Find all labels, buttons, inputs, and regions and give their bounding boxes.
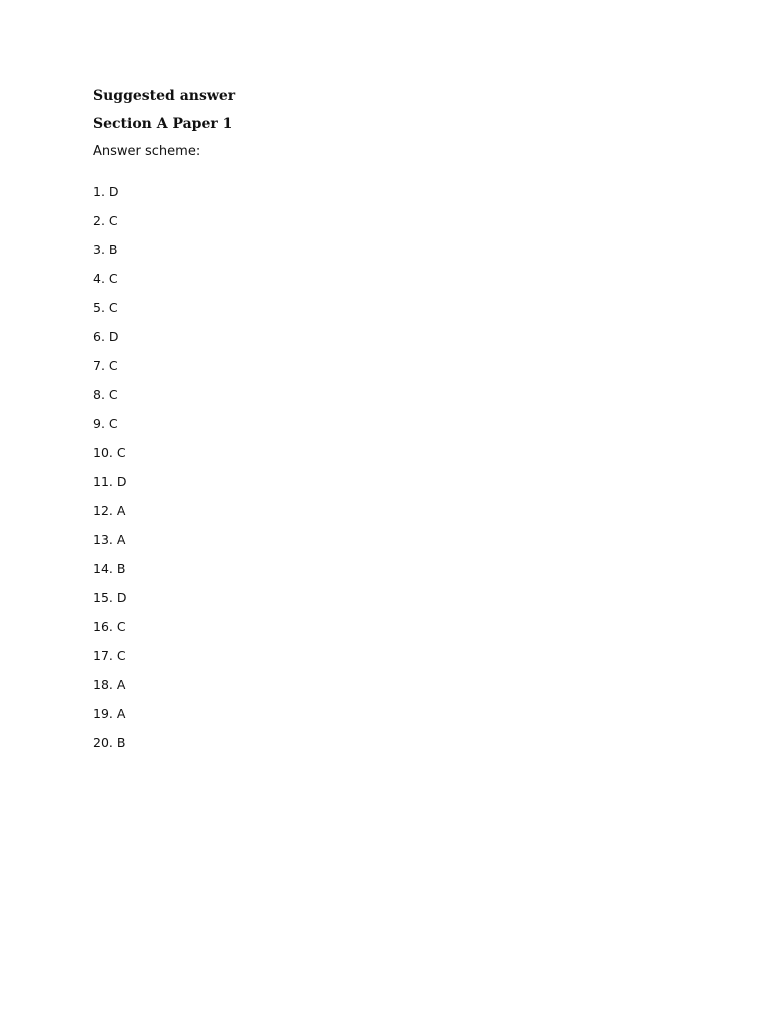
- answer-letter: C: [116, 445, 126, 460]
- question-number: 6 .: [93, 329, 109, 344]
- section-heading: Section A Paper 1: [93, 116, 233, 132]
- question-number: 15 .: [93, 590, 117, 605]
- answer-letter: C: [108, 416, 118, 431]
- answer-item: [93, 387, 235, 416]
- answer-scheme-label: Answer scheme:: [93, 144, 201, 159]
- answer-item: [93, 445, 235, 474]
- question-number: 5 .: [93, 300, 109, 315]
- answer-item: [93, 474, 235, 503]
- answer-item: [93, 532, 235, 561]
- question-number: 1 .: [93, 184, 109, 199]
- answer-letter: C: [116, 619, 126, 634]
- answer-item: [93, 184, 235, 213]
- question-number: 12 .: [93, 503, 117, 518]
- question-number: 16 .: [93, 619, 117, 634]
- question-number: 13 .: [93, 532, 117, 547]
- answer-item: [93, 213, 235, 242]
- answer-item: [93, 735, 235, 764]
- answer-letter: A: [116, 706, 126, 721]
- question-number: 10 .: [93, 445, 117, 460]
- answer-letter: D: [116, 474, 127, 489]
- answer-item: [93, 271, 235, 300]
- answer-letter: B: [116, 735, 126, 750]
- document-title: Suggested answer: [93, 88, 236, 104]
- answer-letter: C: [108, 358, 118, 373]
- answer-item: [93, 619, 235, 648]
- question-number: 17 .: [93, 648, 117, 663]
- question-number: 11 .: [93, 474, 117, 489]
- answer-item: [93, 503, 235, 532]
- answer-item: [93, 329, 235, 358]
- answer-letter: D: [116, 590, 127, 605]
- question-number: 3 .: [93, 242, 109, 257]
- question-number: 19 .: [93, 706, 117, 721]
- answer-item: [93, 677, 235, 706]
- answer-letter: B: [116, 561, 126, 576]
- answer-letter: A: [116, 532, 126, 547]
- answer-item: [93, 590, 235, 619]
- answer-item: [93, 358, 235, 387]
- answer-letter: A: [116, 677, 126, 692]
- answer-item: [93, 706, 235, 735]
- answer-letter: C: [108, 300, 118, 315]
- answer-list: [93, 184, 235, 764]
- question-number: 2 .: [93, 213, 109, 228]
- question-number: 4 .: [93, 271, 109, 286]
- answer-item: [93, 300, 235, 329]
- question-number: 9 .: [93, 416, 109, 431]
- question-number: 8 .: [93, 387, 109, 402]
- question-number: 18 .: [93, 677, 117, 692]
- question-number: 20 .: [93, 735, 117, 750]
- document-content: [93, 88, 235, 764]
- answer-letter: D: [108, 184, 119, 199]
- answer-item: [93, 242, 235, 271]
- answer-item: [93, 648, 235, 677]
- answer-letter: D: [108, 329, 119, 344]
- answer-letter: B: [108, 242, 118, 257]
- answer-letter: C: [108, 271, 118, 286]
- question-number: 14 .: [93, 561, 117, 576]
- question-number: 7 .: [93, 358, 109, 373]
- answer-letter: C: [108, 213, 118, 228]
- answer-letter: C: [116, 648, 126, 663]
- answer-item: [93, 561, 235, 590]
- answer-item: [93, 416, 235, 445]
- answer-letter: C: [108, 387, 118, 402]
- answer-letter: A: [116, 503, 126, 518]
